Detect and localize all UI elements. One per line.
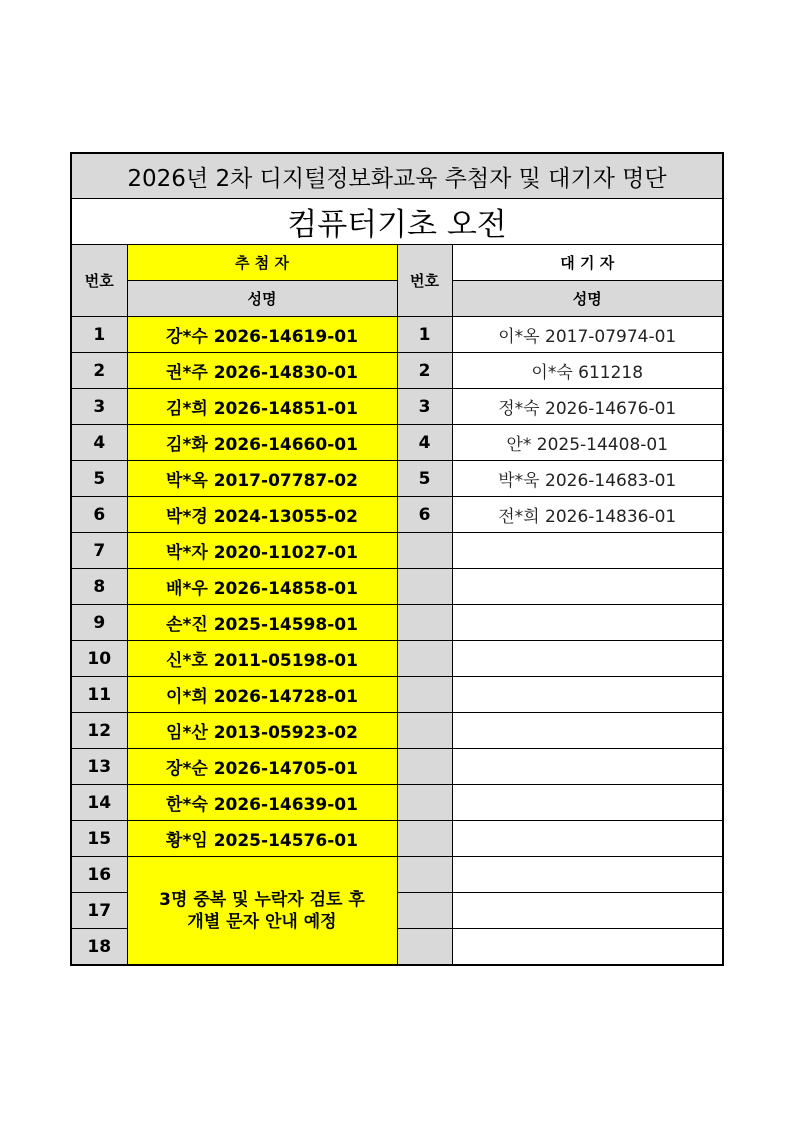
winner-number: 13 [71, 749, 127, 785]
waitlist-number [397, 677, 452, 713]
winner-number: 12 [71, 713, 127, 749]
winner-name: 박*자 2020-11027-01 [127, 533, 397, 569]
waitlist-number [397, 857, 452, 893]
waitlist-number [397, 713, 452, 749]
waitlist-name: 이*숙 611218 [452, 353, 723, 389]
page-title: 2026년 2차 디지털정보화교육 추첨자 및 대기자 명단 [71, 153, 723, 199]
winner-number: 2 [71, 353, 127, 389]
table-row [71, 641, 723, 677]
winner-number: 5 [71, 461, 127, 497]
waitlist-number [397, 533, 452, 569]
winner-number: 1 [71, 317, 127, 353]
waitlist-name [452, 821, 723, 857]
waitlist-name [452, 857, 723, 893]
waitlist-number: 4 [397, 425, 452, 461]
winner-name: 권*주 2026-14830-01 [127, 353, 397, 389]
winner-number: 14 [71, 785, 127, 821]
waitlist-number [397, 569, 452, 605]
waitlist-number [397, 821, 452, 857]
waitlist-name: 박*욱 2026-14683-01 [452, 461, 723, 497]
table-row [71, 749, 723, 785]
table-row [71, 389, 723, 425]
waitlist-name: 전*희 2026-14836-01 [452, 497, 723, 533]
winner-name: 장*순 2026-14705-01 [127, 749, 397, 785]
waitlist-name [452, 677, 723, 713]
table-row [71, 569, 723, 605]
winner-number: 17 [71, 893, 127, 929]
waitlist-name [452, 533, 723, 569]
winner-number: 18 [71, 929, 127, 966]
roster-table [70, 152, 724, 966]
waitlist-number: 1 [397, 317, 452, 353]
winner-number: 16 [71, 857, 127, 893]
waitlist-name [452, 893, 723, 929]
winner-number: 9 [71, 605, 127, 641]
winner-number: 4 [71, 425, 127, 461]
winner-number: 6 [71, 497, 127, 533]
notice-line: 개별 문자 안내 예정 [187, 911, 337, 932]
waitlist-name [452, 713, 723, 749]
header-waiter-name: 성명 [452, 281, 723, 317]
waitlist-number [397, 893, 452, 929]
winner-name: 손*진 2025-14598-01 [127, 605, 397, 641]
header-num-winners: 번호 [71, 245, 127, 317]
waitlist-number [397, 929, 452, 966]
winner-name: 배*우 2026-14858-01 [127, 569, 397, 605]
table-row [71, 497, 723, 533]
waitlist-number [397, 785, 452, 821]
table-row [71, 425, 723, 461]
table-row [71, 353, 723, 389]
winner-name: 신*호 2011-05198-01 [127, 641, 397, 677]
table-row [71, 857, 723, 893]
waitlist-name: 안* 2025-14408-01 [452, 425, 723, 461]
winner-number: 11 [71, 677, 127, 713]
winner-name: 박*옥 2017-07787-02 [127, 461, 397, 497]
header-winner-name: 성명 [127, 281, 397, 317]
waitlist-number: 2 [397, 353, 452, 389]
winner-name: 박*경 2024-13055-02 [127, 497, 397, 533]
winner-name: 황*임 2025-14576-01 [127, 821, 397, 857]
table-row [71, 533, 723, 569]
waitlist-name [452, 605, 723, 641]
notice-line: 3명 중복 및 누락자 검토 후 [159, 889, 365, 910]
winner-number: 7 [71, 533, 127, 569]
waitlist-number [397, 641, 452, 677]
waitlist-number: 5 [397, 461, 452, 497]
winner-number: 8 [71, 569, 127, 605]
table-row [71, 713, 723, 749]
waitlist-name [452, 749, 723, 785]
waitlist-number [397, 605, 452, 641]
table-row [71, 317, 723, 353]
waitlist-name [452, 785, 723, 821]
winner-number: 15 [71, 821, 127, 857]
waitlist-name: 정*숙 2026-14676-01 [452, 389, 723, 425]
waitlist-number: 6 [397, 497, 452, 533]
page-subtitle: 컴퓨터기초 오전 [71, 199, 723, 245]
table-row [71, 605, 723, 641]
waitlist-name [452, 641, 723, 677]
waitlist-number [397, 749, 452, 785]
winner-number: 3 [71, 389, 127, 425]
waitlist-number: 3 [397, 389, 452, 425]
winner-name: 강*수 2026-14619-01 [127, 317, 397, 353]
table-row [71, 785, 723, 821]
winner-name: 이*희 2026-14728-01 [127, 677, 397, 713]
waitlist-name: 이*옥 2017-07974-01 [452, 317, 723, 353]
table-row [71, 821, 723, 857]
table-row [71, 461, 723, 497]
header-waitlist: 대 기 자 [452, 245, 723, 281]
header-winners: 추 첨 자 [127, 245, 397, 281]
winner-name: 김*희 2026-14851-01 [127, 389, 397, 425]
header-num-waitlist: 번호 [397, 245, 452, 317]
notice-cell [127, 857, 397, 966]
waitlist-name [452, 929, 723, 966]
winner-name: 임*산 2013-05923-02 [127, 713, 397, 749]
winner-name: 한*숙 2026-14639-01 [127, 785, 397, 821]
waitlist-name [452, 569, 723, 605]
winner-name: 김*화 2026-14660-01 [127, 425, 397, 461]
winner-number: 10 [71, 641, 127, 677]
table-row [71, 677, 723, 713]
